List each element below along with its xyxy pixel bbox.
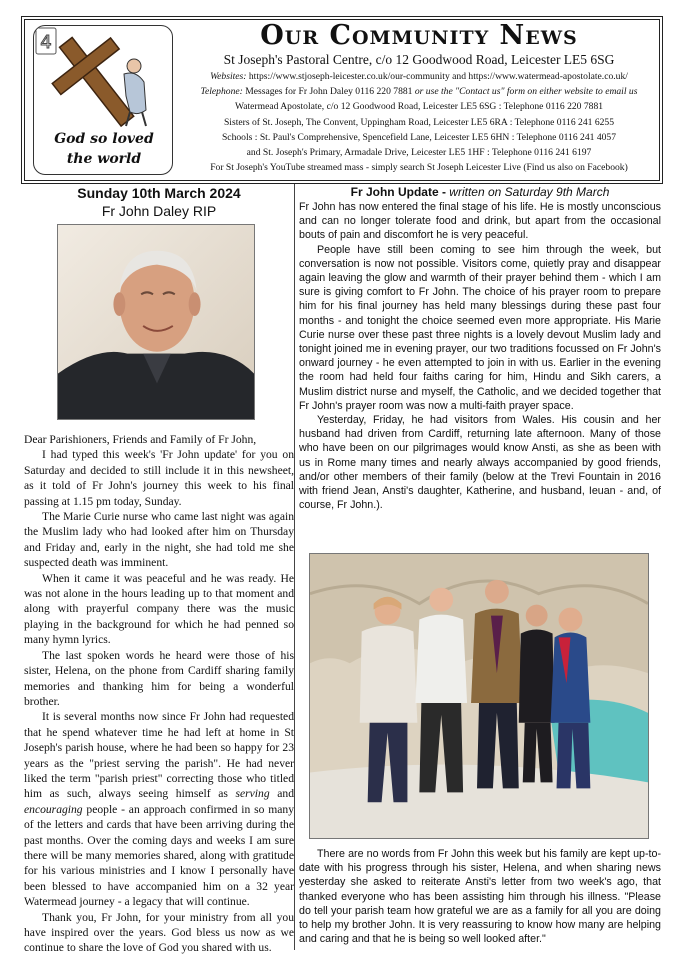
emphasis: serving — [235, 787, 270, 801]
obituary-heading: Fr John Daley RIP — [101, 203, 217, 219]
paragraph: Yesterday, Friday, he had visitors from Wales. His cousin and her husband had driven from Cardiff, returning late afternoon. Many of those who have been on our pilgrimages would know Ansti, as she as been with us in Rome many times and nearly always accompanied by good friends, and/or other members of their family (below at the Trevi Fountain in 2016 with friend Jean, Ansti's daughter, Katherine, and husband, Ieuan - and, of course, Fr John.). — [299, 414, 661, 512]
salutation: Dear Parishioners, Friends and Family of Fr John, — [24, 433, 257, 446]
update-heading — [299, 184, 661, 200]
newsletter-title: Our Community News — [260, 20, 578, 51]
telephone-note: or use the "Contact us" form on either website to email us — [414, 86, 638, 98]
telephone-line — [180, 84, 658, 99]
sisters-line: Sisters of St. Joseph, The Convent, Uppingham Road, Leicester LE5 6RA : Telephone 0116 241 6255 — [223, 116, 615, 128]
newsletter-header — [24, 19, 660, 181]
paragraph-text: and — [269, 787, 294, 801]
paragraph-text: It is several months now since Fr John had requested that he spend whatever time he had left at home in St Joseph's parish house, where he had been so happy for 23 years as the "priest serving the parish". He had never liked the term "parish priest" correcting those who titled him as such, always seeing himself as — [24, 710, 294, 801]
paragraph: People have still been coming to see him through the week, but conversation is now not possible. Visitors come, quietly pray and disappear again leaving the glow and warmth of their prayer behind them - which I am sure is giving comfort to Fr John. The choice of his prayer room to prepare him for his final journey has held many blessings during these past four months - and tonight the choice seemed even more appropriate. His Marie Curie nurse over these past three nights is a lovely devout Muslim lady and tonight joined me in evening prayer, our two traditions focussed on Fr John's onward journey - he even attempted to join in with us. Earlier in the evening the room had held four faiths caring for him, Hindu and Sikh carers, a Muslim district nurse and myself, the Catholic, and we decided together that Fr John's prayer room was now a multi-faith prayer space. — [299, 243, 661, 412]
primary-line: and St. Joseph's Primary, Armadale Drive, Leicester LE5 1HF : Telephone 0116 241 6197 — [246, 147, 592, 159]
update-text — [299, 200, 661, 512]
masthead — [180, 21, 658, 175]
logo-motto-line1: God so loved — [54, 131, 154, 147]
trevi-fountain-photo — [309, 553, 649, 839]
schools-line: Schools : St. Paul's Comprehensive, Spencefield Lane, Leicester LE5 6HN : Telephone 0116 241 4057 — [221, 131, 617, 143]
update-title: Fr John Update - — [350, 185, 450, 199]
youtube-line: For St Joseph's YouTube streamed mass - simply search St Joseph Leicester Live (Find us also on Facebook) — [210, 162, 628, 174]
paragraph — [24, 709, 294, 909]
paragraph: Fr John has now entered the final stage of his life. He is mostly unconscious and can no longer tolerate food and drink, but apart from the occasional bouts of pain and discomfort he is very peaceful. — [299, 201, 661, 242]
parish-logo — [33, 25, 173, 175]
logo-motto-line2: the world — [66, 151, 142, 167]
telephone-text: Messages for Fr John Daley 0116 220 7881 — [242, 86, 415, 98]
paragraph-text: people - an approach confirmed in so many of the letters and cards that have been arriving during the past months. Over the coming days and weeks I am sure there will be many memories shared, along with gratitude for his various ministries and I know I personally have been blessed to have accompanied him on a 32 year Watermead journey - a legacy that will continue. — [24, 802, 294, 909]
websites-line — [180, 69, 658, 84]
paragraph: I had typed this week's 'Fr John update' for you on Saturday and decided to still include it in this newsheet, as it told of Fr John's journey this week to his final passing at 1.15 pm today, Sunday. — [24, 448, 294, 508]
telephone-label: Telephone: — [200, 86, 243, 98]
left-column — [24, 184, 294, 955]
cross-figure-icon — [34, 26, 173, 130]
family-message — [299, 847, 661, 946]
paragraph: When it came it was peaceful and he was ready. He was not alone in the hours leading up to that moment and along with prayerful company there was the music playing in the background for which he had penned so many hymn lyrics. — [24, 571, 294, 647]
websites-text[interactable]: https://www.stjoseph-leicester.co.uk/our-community and https://www.watermead-apostolate.co.uk/ — [246, 71, 628, 82]
obituary-text — [24, 432, 294, 956]
paragraph: Thank you, Fr John, for your ministry from all you have inspired over the years. God bless us now as we continue to share the love of God you shared with us. — [24, 910, 294, 955]
paragraph: The Marie Curie nurse who came last night was again the Muslim lady who had looked after him on Thursday and Friday and, early in the night, she had told me she suspected death was imminent. — [24, 510, 294, 570]
logo-number: 4 — [40, 32, 52, 53]
issue-date: Sunday 10th March 2024 — [77, 185, 241, 201]
emphasis: encouraging — [24, 802, 83, 816]
paragraph: There are no words from Fr John this week but his family are kept up-to-date with his progress through his sister, Helena, and when sharing news yesterday she asked to reiterate Ansti's letter from two week's ago, that thanked everyone who has been assisting him through his illness. "Please do tell your parish team how grateful we are as a family for all you are doing to help my brother John. It is very reassuring to know how many are helping and caring and that he is being so well looked after." — [299, 848, 661, 946]
column-divider — [294, 184, 295, 950]
watermead-line: Watermead Apostolate, c/o 12 Goodwood Road, Leicester LE5 6SG : Telephone 0116 220 7881 — [234, 101, 604, 113]
fr-john-portrait — [57, 224, 255, 420]
update-date: written on Saturday 9th March — [449, 185, 610, 199]
websites-label: Websites: — [210, 71, 247, 82]
centre-address: St Joseph's Pastoral Centre, c/o 12 Goodwood Road, Leicester LE5 6SG — [223, 52, 615, 67]
paragraph: The last spoken words he heard were those of his sister, Helena, on the phone from Cardiff sharing family memories and thanking him for being a wonderful brother. — [24, 648, 294, 708]
right-column — [299, 184, 661, 946]
